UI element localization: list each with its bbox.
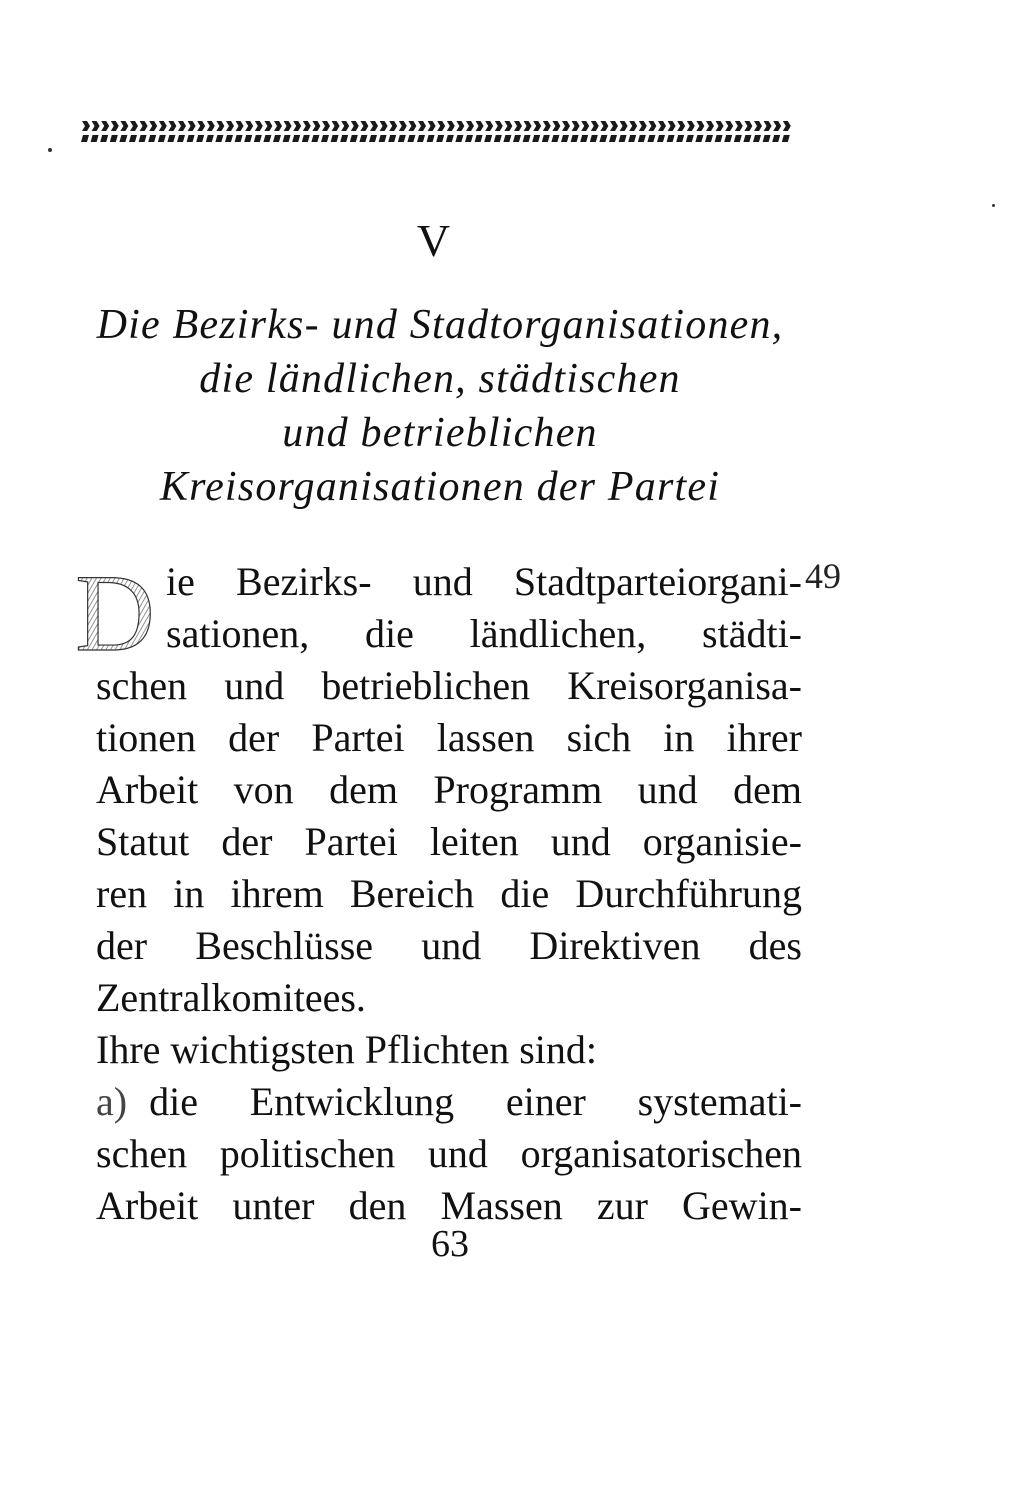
ornament-mark: [92, 121, 100, 131]
text-line: schen politischen und organisatorischen: [96, 1131, 802, 1176]
ornament-mark: [244, 135, 252, 142]
ornament-mark: [619, 135, 627, 142]
ornament-mark: [600, 121, 608, 131]
ornament-mark: [716, 121, 724, 131]
decorative-rule: [80, 115, 792, 151]
ornament-mark: [705, 135, 713, 142]
ornament-mark: [139, 135, 147, 142]
ornament-mark: [465, 135, 473, 142]
ornament-mark: [667, 135, 675, 142]
ornament-mark: [91, 135, 99, 142]
page-number: 63: [431, 1223, 469, 1265]
text-line: Arbeit von dem Programm und dem: [96, 767, 802, 812]
ornament-mark: [245, 121, 253, 131]
ornament-mark: [668, 121, 676, 131]
ornament-mark: [715, 135, 723, 142]
ornament-mark: [504, 121, 512, 131]
ornament-mark: [359, 135, 367, 142]
ornament-mark: [110, 135, 118, 142]
text-line: Ihre wichtigsten Pflichten sind:: [96, 1027, 598, 1072]
ornament-mark: [370, 121, 378, 131]
ornament-mark: [782, 135, 790, 142]
ornament-mark: [456, 121, 464, 131]
ornament-mark: [658, 121, 666, 131]
ornament-mark: [340, 135, 348, 142]
ornament-mark: [696, 121, 704, 131]
ornament-mark: [466, 121, 474, 131]
ornament-mark: [399, 121, 407, 131]
ornament-mark: [647, 135, 655, 142]
ornament-mark: [552, 121, 560, 131]
ornament-mark: [484, 135, 492, 142]
chapter-title-line: Kreisorganisationen der Partei: [159, 464, 721, 510]
list-marker: a): [96, 1079, 128, 1124]
ornament-mark: [168, 121, 176, 131]
ornament-mark: [360, 121, 368, 131]
ornament-mark: [148, 135, 156, 142]
ornament-mark: [149, 121, 157, 131]
ornament-mark: [311, 135, 319, 142]
ornament-mark: [120, 121, 128, 131]
ornament-mark: [418, 121, 426, 131]
ornament-mark: [638, 135, 646, 142]
ornament-mark: [657, 135, 665, 142]
ornament-mark: [648, 121, 656, 131]
ornament-mark: [773, 121, 781, 131]
scan-speck: [992, 204, 995, 207]
ornament-mark: [475, 135, 483, 142]
ornament-mark: [303, 121, 311, 131]
ornament-mark: [610, 121, 618, 131]
ornament-mark: [523, 135, 531, 142]
ornament-mark: [628, 135, 636, 142]
ornament-mark: [284, 121, 292, 131]
ornament-mark: [350, 135, 358, 142]
chapter-title-line: und betrieblichen: [282, 410, 598, 456]
text-line: der Beschlüsse und Direktiven des: [96, 923, 802, 968]
ornament-mark: [302, 135, 310, 142]
ornament-mark: [744, 121, 752, 131]
ornament-mark: [187, 135, 195, 142]
ornament-mark: [197, 121, 205, 131]
text-line: sationen, die ländlichen, städti-: [166, 611, 802, 656]
ornament-mark: [503, 135, 511, 142]
ornament-mark: [629, 121, 637, 131]
text-line: die Entwicklung einer systemati-: [149, 1079, 802, 1124]
ornament-mark: [436, 135, 444, 142]
ornament-mark: [369, 135, 377, 142]
ornament-mark: [111, 121, 119, 131]
ornament-mark: [273, 135, 281, 142]
ornament-mark: [254, 135, 262, 142]
ornament-mark: [331, 135, 339, 142]
ornament-mark: [686, 135, 694, 142]
body-paragraph: [96, 556, 802, 1232]
ornament-mark: [101, 121, 109, 131]
ornament-mark: [532, 135, 540, 142]
chapter-title: [60, 298, 820, 514]
ornament-mark: [639, 121, 647, 131]
ornament-mark: [743, 135, 751, 142]
ornament-mark: [130, 121, 138, 131]
ornament-mark: [580, 135, 588, 142]
ornament-mark: [235, 135, 243, 142]
ornament-mark: [100, 135, 108, 142]
ornament-mark: [263, 135, 271, 142]
ornament-mark: [408, 121, 416, 131]
ornament-mark: [274, 121, 282, 131]
ornament-mark: [571, 135, 579, 142]
ornament-mark: [196, 135, 204, 142]
ornament-mark: [495, 121, 503, 131]
ornament-mark: [167, 135, 175, 142]
ornament-mark: [292, 135, 300, 142]
ornament-mark: [581, 121, 589, 131]
ornament-mark: [81, 135, 89, 142]
ornament-mark: [764, 121, 772, 131]
scan-speck: [48, 148, 52, 152]
ornament-mark: [388, 135, 396, 142]
ornament-mark: [725, 121, 733, 131]
ornament-mark: [562, 121, 570, 131]
ornament-mark: [447, 121, 455, 131]
ornament-mark: [283, 135, 291, 142]
ornament-mark: [494, 135, 502, 142]
ornament-mark: [129, 135, 137, 142]
ornament-mark: [159, 121, 167, 131]
ornament-rule-graphic: [80, 115, 792, 151]
ornament-mark: [379, 135, 387, 142]
ornament-mark: [620, 121, 628, 131]
ornament-mark: [763, 135, 771, 142]
ornament-mark: [225, 135, 233, 142]
ornament-mark: [380, 121, 388, 131]
ornament-mark: [735, 121, 743, 131]
ornament-mark: [734, 135, 742, 142]
ornament-mark: [753, 135, 761, 142]
ornament-mark: [293, 121, 301, 131]
ornament-mark: [398, 135, 406, 142]
ornament-mark: [207, 121, 215, 131]
ornament-mark: [524, 121, 532, 131]
text-line: Arbeit unter den Massen zur Gewin-: [96, 1183, 802, 1228]
text-line: Zentralkomitees.: [96, 975, 366, 1020]
ornament-mark: [341, 121, 349, 131]
ornament-mark: [590, 135, 598, 142]
text-line: ren in ihrem Bereich die Durchführung: [96, 871, 802, 916]
text-line: tionen der Partei lassen sich in ihrer: [96, 715, 802, 760]
ornament-mark: [216, 121, 224, 131]
chapter-title-line: die ländlichen, städtischen: [199, 356, 681, 402]
text-line: ie Bezirks- und Stadtparteiorgani-: [166, 559, 802, 604]
ornament-mark: [514, 121, 522, 131]
ornament-mark: [255, 121, 263, 131]
ornament-mark: [407, 135, 415, 142]
ornament-mark: [599, 135, 607, 142]
ornament-mark: [82, 121, 90, 131]
ornament-mark: [236, 121, 244, 131]
ornament-mark: [543, 121, 551, 131]
ornament-mark: [724, 135, 732, 142]
ornament-mark: [476, 121, 484, 131]
ornament-mark: [677, 121, 685, 131]
ornament-mark: [485, 121, 493, 131]
ornament-mark: [140, 121, 148, 131]
ornament-mark: [332, 121, 340, 131]
ornament-mark: [437, 121, 445, 131]
ornament-mark: [188, 121, 196, 131]
text-line: Statut der Partei leiten und organisie-: [96, 819, 802, 864]
ornament-mark: [226, 121, 234, 131]
ornament-mark: [687, 121, 695, 131]
ornament-mark: [783, 121, 791, 131]
drop-cap-letter: D: [75, 566, 155, 660]
ornament-mark: [706, 121, 714, 131]
ornament-mark: [417, 135, 425, 142]
ornament-mark: [321, 135, 329, 142]
chapter-number: V: [416, 215, 452, 266]
chapter-title-line: Die Bezirks- und Stadtorganisationen,: [96, 302, 784, 348]
ornament-mark: [158, 135, 166, 142]
ornament-mark: [119, 135, 127, 142]
ornament-mark: [215, 135, 223, 142]
ornament-mark: [533, 121, 541, 131]
ornament-mark: [264, 121, 272, 131]
margin-paragraph-number: 49: [805, 556, 841, 596]
ornament-mark: [428, 121, 436, 131]
ornament-mark: [591, 121, 599, 131]
ornament-mark: [561, 135, 569, 142]
ornament-mark: [322, 121, 330, 131]
ornament-mark: [572, 121, 580, 131]
ornament-mark: [695, 135, 703, 142]
text-line: schen und betrieblichen Kreisorganisa-: [96, 663, 802, 708]
ornament-mark: [389, 121, 397, 131]
ornament-mark: [177, 135, 185, 142]
ornament-mark: [351, 121, 359, 131]
ornament-mark: [312, 121, 320, 131]
ornament-mark: [772, 135, 780, 142]
ornament-mark: [609, 135, 617, 142]
ornament-mark: [542, 135, 550, 142]
ornament-mark: [513, 135, 521, 142]
ornament-mark: [446, 135, 454, 142]
ornament-mark: [455, 135, 463, 142]
ornament-mark: [551, 135, 559, 142]
list-item-line: [96, 1076, 802, 1128]
ornament-mark: [427, 135, 435, 142]
ornament-mark: [754, 121, 762, 131]
ornament-mark: [676, 135, 684, 142]
ornament-mark: [178, 121, 186, 131]
ornament-mark: [206, 135, 214, 142]
